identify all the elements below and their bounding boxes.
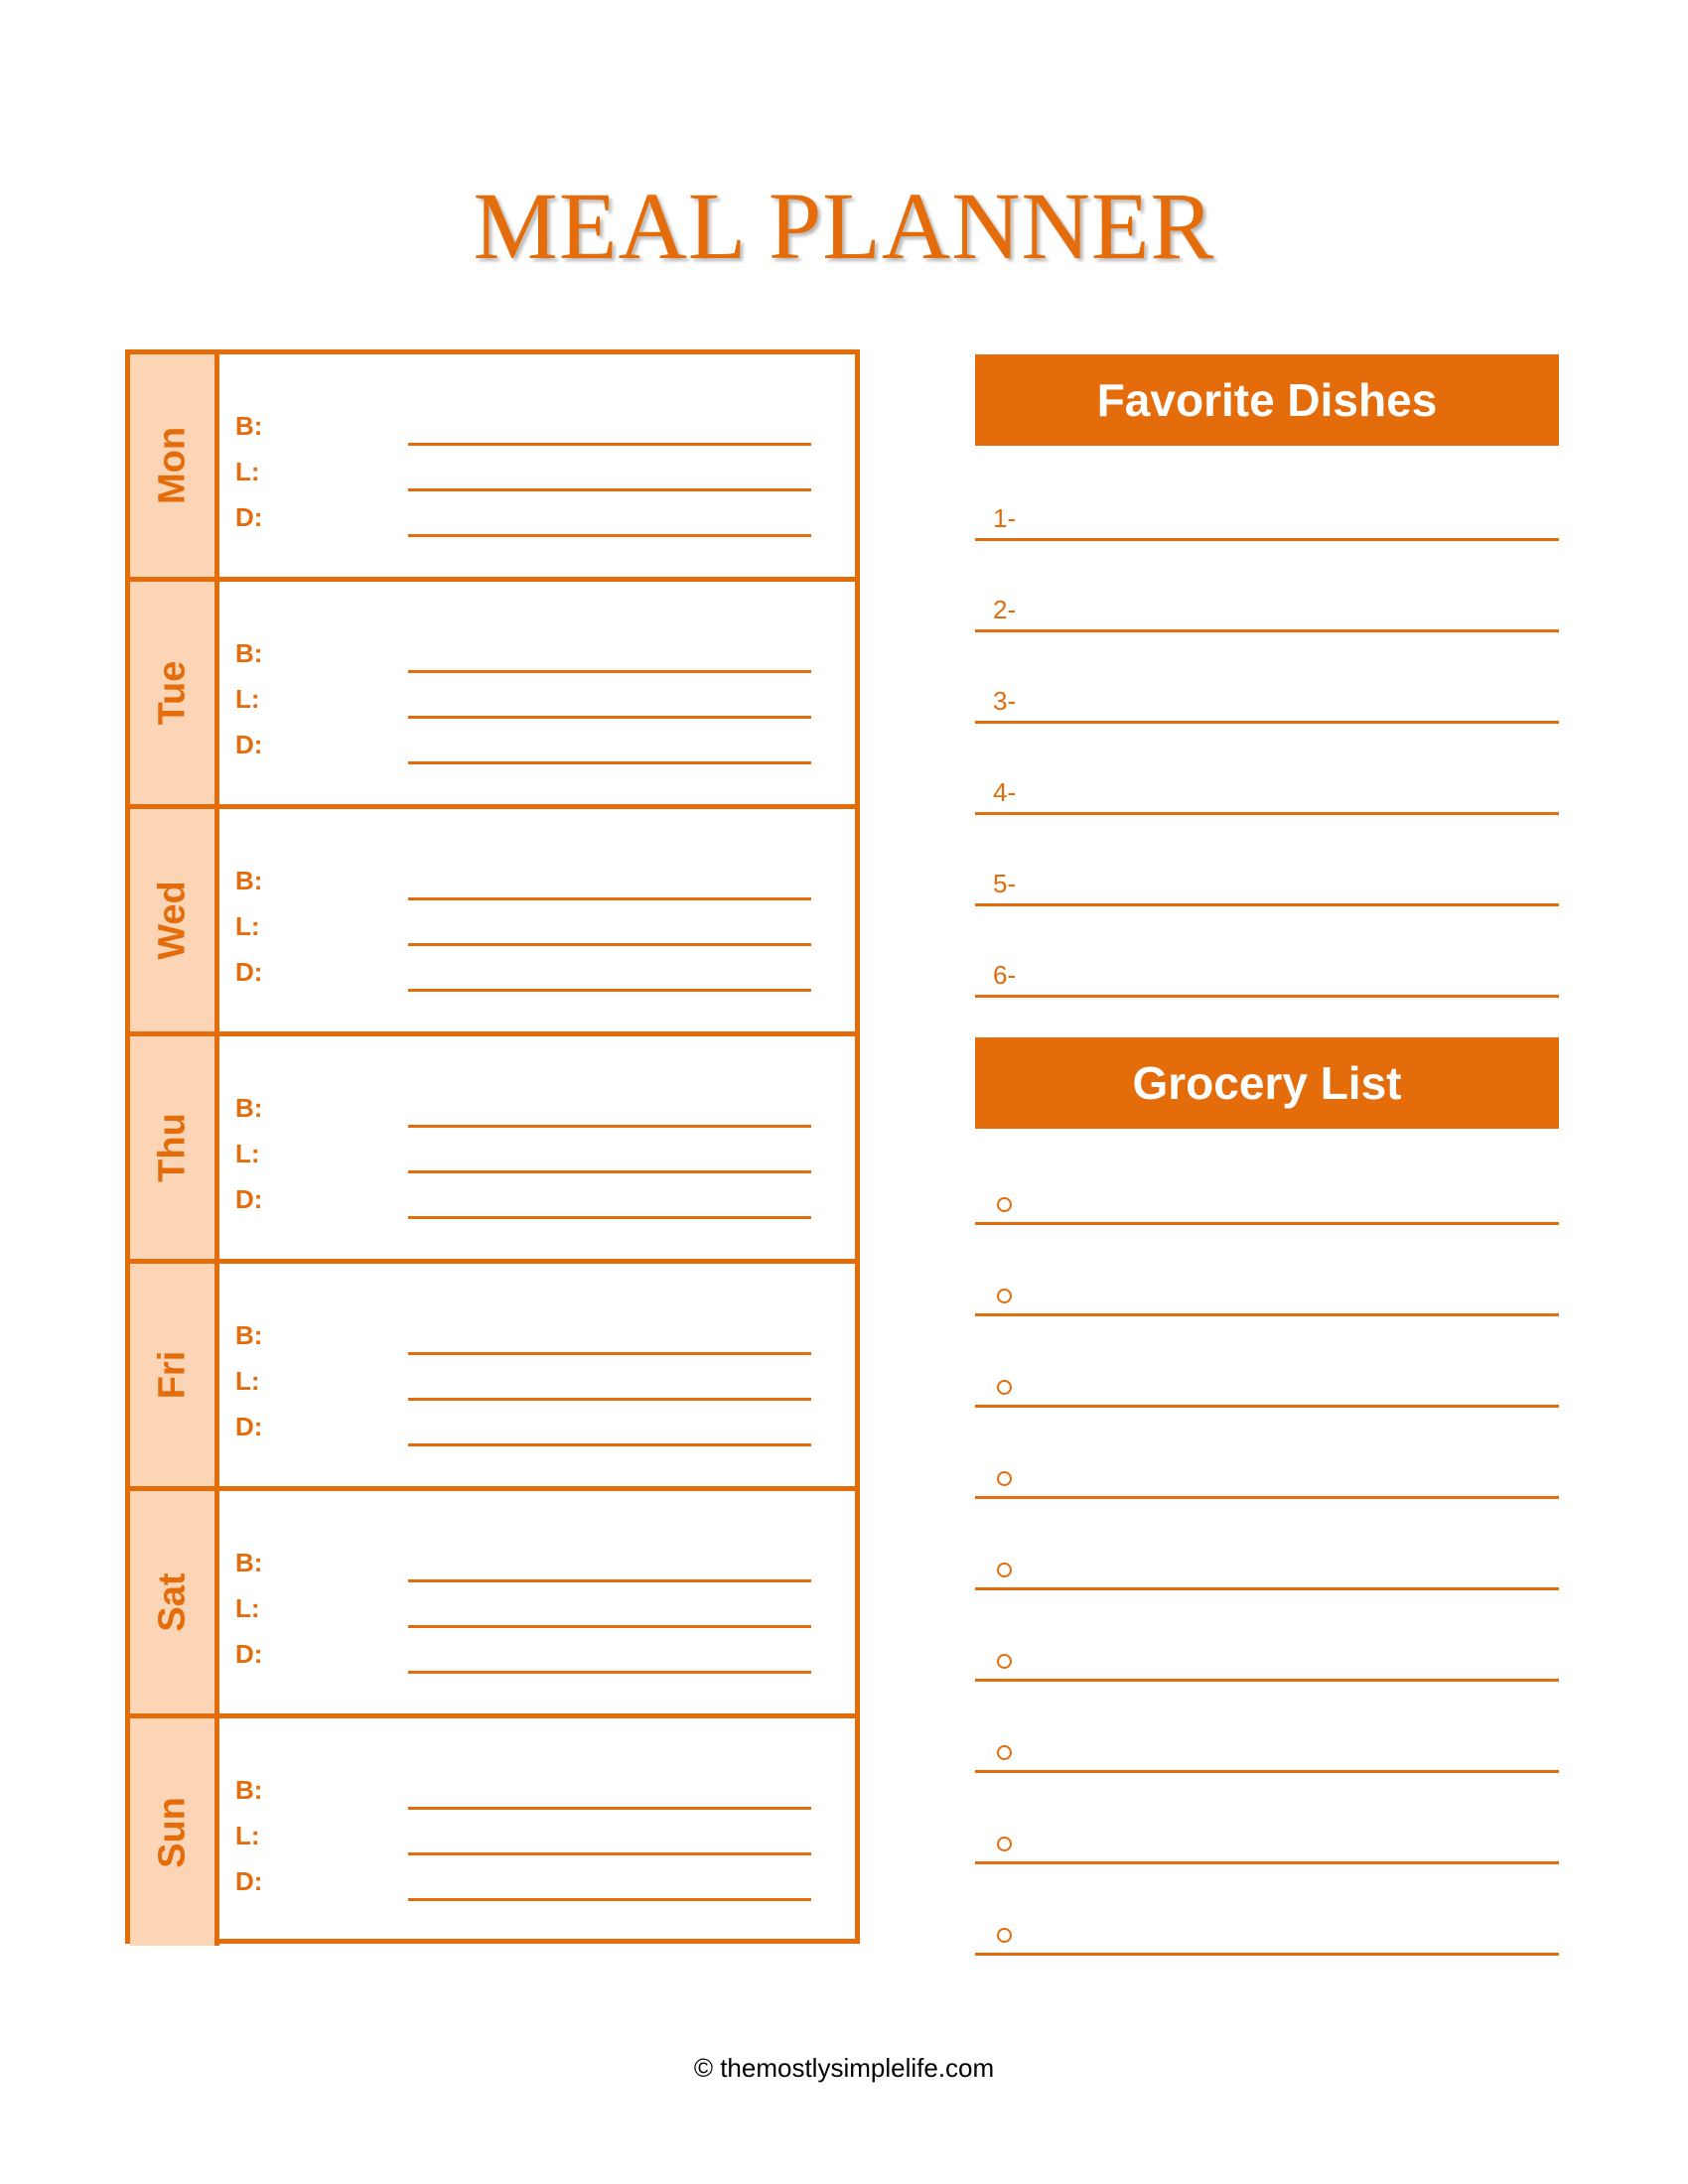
circle-bullet-icon xyxy=(997,1654,1012,1669)
day-row-thu xyxy=(130,1036,855,1264)
day-tab xyxy=(130,1491,219,1713)
page-title: MEAL PLANNER xyxy=(473,173,1215,279)
dinner-label: D: xyxy=(235,1184,263,1214)
dinner-label: D: xyxy=(235,730,263,759)
dinner-label: D: xyxy=(235,1639,263,1669)
grocery-item-line[interactable] xyxy=(975,1822,1559,1864)
lunch-field[interactable] xyxy=(235,906,811,946)
dinner-label: D: xyxy=(235,1412,263,1441)
dinner-field[interactable] xyxy=(235,952,811,992)
dinner-line[interactable] xyxy=(408,1898,811,1901)
dinner-label: D: xyxy=(235,1866,263,1896)
dinner-line[interactable] xyxy=(408,1443,811,1446)
breakfast-line[interactable] xyxy=(408,443,811,446)
breakfast-field[interactable] xyxy=(235,1315,811,1355)
favorite-dish-number: 3- xyxy=(993,686,1017,716)
day-tab xyxy=(130,1718,219,1946)
circle-bullet-icon xyxy=(997,1745,1012,1760)
day-tab xyxy=(130,809,219,1031)
circle-bullet-icon xyxy=(997,1563,1012,1577)
lunch-line[interactable] xyxy=(408,1625,811,1628)
day-tab xyxy=(130,582,219,804)
lunch-label: L: xyxy=(235,1139,260,1168)
day-label: Tue xyxy=(151,660,193,726)
breakfast-line[interactable] xyxy=(408,897,811,900)
grocery-item-line[interactable] xyxy=(975,1548,1559,1590)
favorite-dish-line[interactable] xyxy=(975,590,1559,632)
grocery-item-line[interactable] xyxy=(975,1913,1559,1956)
dinner-label: D: xyxy=(235,957,263,987)
day-label: Thu xyxy=(151,1113,193,1182)
lunch-line[interactable] xyxy=(408,488,811,491)
breakfast-field[interactable] xyxy=(235,1543,811,1582)
day-row-tue xyxy=(130,582,855,809)
circle-bullet-icon xyxy=(997,1928,1012,1943)
breakfast-line[interactable] xyxy=(408,1579,811,1582)
favorite-dish-number: 5- xyxy=(993,869,1017,898)
dinner-field[interactable] xyxy=(235,1634,811,1674)
lunch-label: L: xyxy=(235,911,260,941)
day-label: Mon xyxy=(151,426,193,505)
dinner-line[interactable] xyxy=(408,1216,811,1219)
day-label: Wed xyxy=(151,881,193,960)
dinner-line[interactable] xyxy=(408,761,811,764)
dinner-field[interactable] xyxy=(235,497,811,537)
dinner-field[interactable] xyxy=(235,1407,811,1446)
grocery-item-line[interactable] xyxy=(975,1182,1559,1225)
dinner-field[interactable] xyxy=(235,725,811,764)
grocery-item-line[interactable] xyxy=(975,1274,1559,1316)
lunch-field[interactable] xyxy=(235,1361,811,1401)
lunch-line[interactable] xyxy=(408,716,811,719)
breakfast-label: B: xyxy=(235,1548,263,1577)
breakfast-field[interactable] xyxy=(235,406,811,446)
lunch-field[interactable] xyxy=(235,679,811,719)
dinner-label: D: xyxy=(235,502,263,532)
circle-bullet-icon xyxy=(997,1380,1012,1395)
day-row-sat xyxy=(130,1491,855,1718)
day-tab xyxy=(130,1036,219,1259)
grocery-list-header: Grocery List xyxy=(975,1037,1559,1129)
dinner-line[interactable] xyxy=(408,989,811,992)
favorite-dish-line[interactable] xyxy=(975,772,1559,815)
breakfast-line[interactable] xyxy=(408,670,811,673)
grocery-item-line[interactable] xyxy=(975,1639,1559,1682)
favorite-dish-line[interactable] xyxy=(975,955,1559,998)
day-label: Fri xyxy=(151,1350,193,1400)
lunch-label: L: xyxy=(235,684,260,714)
day-label: Sat xyxy=(151,1572,193,1632)
grocery-item-line[interactable] xyxy=(975,1365,1559,1408)
breakfast-line[interactable] xyxy=(408,1807,811,1810)
week-table xyxy=(125,349,860,1944)
lunch-label: L: xyxy=(235,457,260,486)
breakfast-label: B: xyxy=(235,1093,263,1123)
day-row-mon xyxy=(130,354,855,582)
lunch-label: L: xyxy=(235,1593,260,1623)
day-row-wed xyxy=(130,809,855,1036)
breakfast-label: B: xyxy=(235,638,263,668)
footer-credit: © themostlysimplelife.com xyxy=(693,2053,995,2083)
lunch-field[interactable] xyxy=(235,452,811,491)
day-row-fri xyxy=(130,1264,855,1491)
lunch-line[interactable] xyxy=(408,1170,811,1173)
favorite-dish-number: 2- xyxy=(993,595,1017,624)
favorite-dish-number: 6- xyxy=(993,960,1017,990)
breakfast-label: B: xyxy=(235,1775,263,1805)
lunch-line[interactable] xyxy=(408,1398,811,1401)
lunch-line[interactable] xyxy=(408,943,811,946)
day-tab xyxy=(130,1264,219,1486)
dinner-field[interactable] xyxy=(235,1179,811,1219)
breakfast-field[interactable] xyxy=(235,861,811,900)
lunch-label: L: xyxy=(235,1366,260,1396)
breakfast-label: B: xyxy=(235,866,263,895)
favorite-dish-number: 4- xyxy=(993,777,1017,807)
grocery-item-line[interactable] xyxy=(975,1730,1559,1773)
breakfast-label: B: xyxy=(235,411,263,441)
lunch-line[interactable] xyxy=(408,1852,811,1855)
circle-bullet-icon xyxy=(997,1289,1012,1303)
dinner-line[interactable] xyxy=(408,1671,811,1674)
breakfast-line[interactable] xyxy=(408,1352,811,1355)
favorite-dish-line[interactable] xyxy=(975,864,1559,906)
circle-bullet-icon xyxy=(997,1837,1012,1851)
dinner-field[interactable] xyxy=(235,1861,811,1901)
circle-bullet-icon xyxy=(997,1471,1012,1486)
favorite-dish-line[interactable] xyxy=(975,498,1559,541)
favorite-dish-line[interactable] xyxy=(975,681,1559,724)
breakfast-label: B: xyxy=(235,1320,263,1350)
lunch-field[interactable] xyxy=(235,1134,811,1173)
lunch-field[interactable] xyxy=(235,1816,811,1855)
day-label: Sun xyxy=(151,1796,193,1868)
day-tab xyxy=(130,354,219,577)
grocery-item-line[interactable] xyxy=(975,1456,1559,1499)
circle-bullet-icon xyxy=(997,1197,1012,1212)
breakfast-field[interactable] xyxy=(235,1770,811,1810)
lunch-field[interactable] xyxy=(235,1588,811,1628)
favorite-dishes-header: Favorite Dishes xyxy=(975,354,1559,446)
day-row-sun xyxy=(130,1718,855,1946)
dinner-line[interactable] xyxy=(408,534,811,537)
breakfast-field[interactable] xyxy=(235,1088,811,1128)
lunch-label: L: xyxy=(235,1821,260,1850)
breakfast-field[interactable] xyxy=(235,633,811,673)
favorite-dish-number: 1- xyxy=(993,503,1017,533)
breakfast-line[interactable] xyxy=(408,1125,811,1128)
